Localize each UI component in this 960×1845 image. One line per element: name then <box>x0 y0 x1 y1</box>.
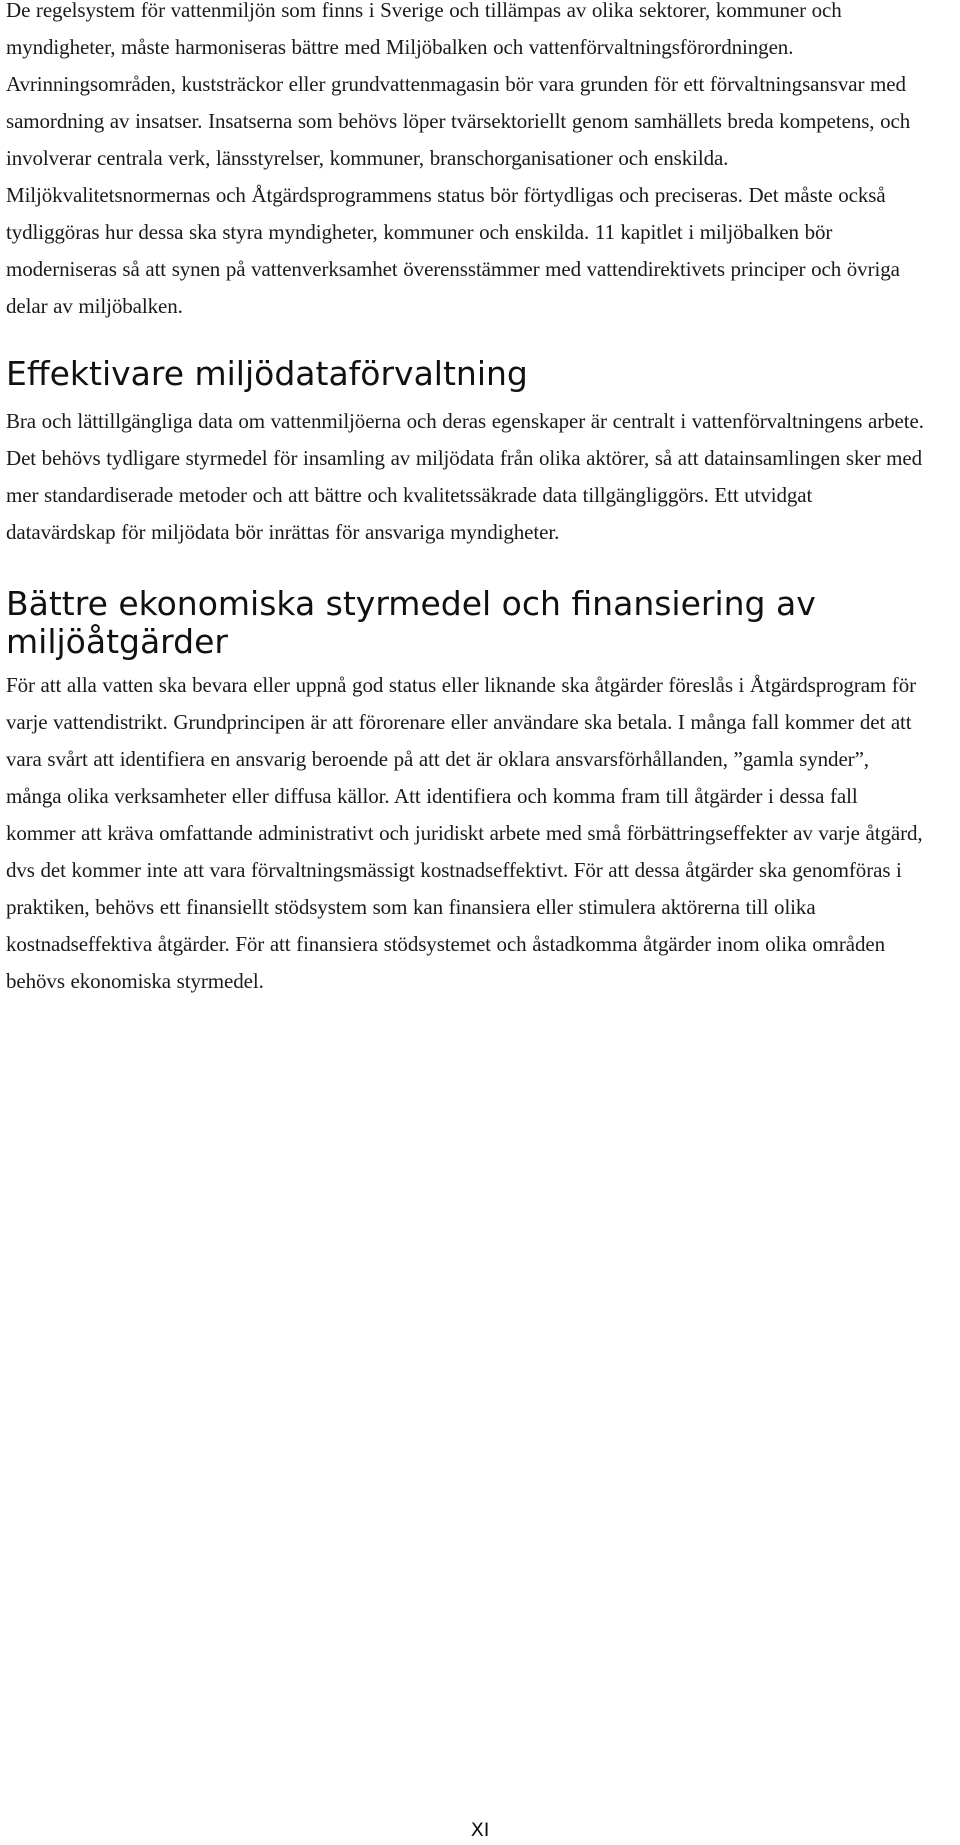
intro-paragraph: De regelsystem för vattenmiljön som finns i Sverige och tillämpas av olika sektorer, kommuner och myndigheter, måste harmoniseras bättre med Miljöbalken och vattenförvaltningsförordningen. Avrinningsområden, kuststräckor eller grundvattenmagasin bör vara grunden för ett förvaltningsansvar med samordning av insatser. Insatserna som behövs löper tvärsektoriellt genom samhällets breda kompetens, och involverar centrala verk, länsstyrelser, kommuner, branschorganisationer och enskilda. Miljökvalitetsnormernas och Åtgärdsprogrammens status bör förtydligas och preciseras. Det måste också tydliggöras hur dessa ska styra myndigheter, kommuner och enskilda. 11 kapitlet i miljöbalken bör moderniseras så att synen på vattenverksamhet överensstämmer med vattendirektivets principer och övriga delar av miljöbalken. <box>6 0 911 318</box>
section-heading-data-management: Effektivare miljödataförvaltning <box>6 354 528 393</box>
data-management-paragraph: Bra och lättillgängliga data om vattenmiljöerna och deras egenskaper är centralt i vattenförvaltningens arbete. Det behövs tydligare styrmedel för insamling av miljödata från olika aktörer, så att datainsamlingen sker med mer standardiserade metoder och att bättre och kvalitetssäkrade data tillgängliggörs. Ett utvidgat datavärdskap för miljödata bör inrättas för ansvariga myndigheter. <box>6 409 924 544</box>
page-number: XI <box>470 1819 490 1841</box>
document-page <box>6 0 924 1000</box>
section-heading-economic-instruments: Bättre ekonomiska styrmedel och finansiering av miljöåtgärder <box>6 584 816 661</box>
economic-instruments-paragraph: För att alla vatten ska bevara eller uppnå god status eller liknande ska åtgärder föreslås i Åtgärdsprogram för varje vattendistrikt. Grundprincipen är att förorenare eller användare ska betala. I många fall kommer det att vara svårt att identifiera en ansvarig beroende på att det är oklara ansvarsförhållanden, ”gamla synder”, många olika verksamheter eller diffusa källor. Att identifiera och komma fram till åtgärder i dessa fall kommer att kräva omfattande administrativt och juridiskt arbete med små förbättringseffekter av varje åtgärd, dvs det kommer inte att vara förvaltningsmässigt kostnadseffektivt. För att dessa åtgärder ska genomföras i praktiken, behövs ett finansiellt stödsystem som kan finansiera eller stimulera aktörerna till olika kostnadseffektiva åtgärder. För att finansiera stödsystemet och åstadkomma åtgärder inom olika områden behövs ekonomiska styrmedel. <box>6 673 923 993</box>
